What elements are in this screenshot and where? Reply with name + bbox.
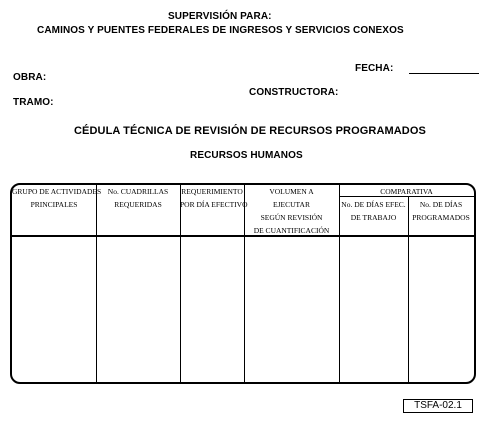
header-text: No. DE DÍAS: [419, 200, 463, 209]
header-supervision: SUPERVISIÓN PARA:: [168, 11, 272, 22]
header-text: SEGÚN REVISIÓN: [260, 213, 323, 222]
fecha-label: FECHA:: [355, 63, 394, 74]
form-subtitle: RECURSOS HUMANOS: [190, 150, 303, 161]
tramo-label: TRAMO:: [13, 97, 54, 108]
header-text: GRUPO DE ACTIVIDADES: [12, 187, 102, 196]
header-caminos: CAMINOS Y PUENTES FEDERALES DE INGRESOS Y SERVICIOS CONEXOS: [37, 25, 404, 36]
header-text: DE CUANTIFICACIÓN: [253, 226, 330, 235]
header-dias-programados: [408, 198, 474, 224]
header-text: No. DE DÍAS EFEC.: [341, 200, 406, 209]
obra-label: OBRA:: [13, 72, 47, 83]
table-header-rule: [12, 235, 474, 237]
fecha-line: [409, 73, 479, 74]
header-cuadrillas: [96, 185, 180, 211]
col-divider-1: [96, 185, 97, 382]
header-dias-efectivos: [339, 198, 408, 224]
header-text: EJECUTAR: [273, 200, 310, 209]
header-requerimiento: [180, 185, 248, 211]
constructora-label: CONSTRUCTORA:: [249, 87, 339, 98]
form-title: CÉDULA TÉCNICA DE REVISIÓN DE RECURSOS PROGRAMADOS: [74, 125, 426, 137]
header-volumen: [244, 185, 339, 237]
resources-table: [10, 183, 476, 384]
header-text: COMPARATIVA: [380, 187, 433, 196]
header-grupo-actividades: [12, 185, 102, 211]
header-text: PRINCIPALES: [30, 200, 78, 209]
header-text: REQUERIDAS: [114, 200, 162, 209]
header-text: No. CUADRILLAS: [107, 187, 169, 196]
header-comparativa: [339, 185, 474, 198]
header-text: VOLUMEN A: [269, 187, 314, 196]
header-text: DE TRABAJO: [350, 213, 397, 222]
form-code: TSFA-02.1: [403, 399, 473, 413]
header-text: REQUERIMIENTO: [181, 187, 243, 196]
header-text: PROGRAMADOS: [412, 213, 470, 222]
header-text: POR DÍA EFECTIVO: [180, 200, 248, 209]
col-divider-2: [180, 185, 181, 382]
